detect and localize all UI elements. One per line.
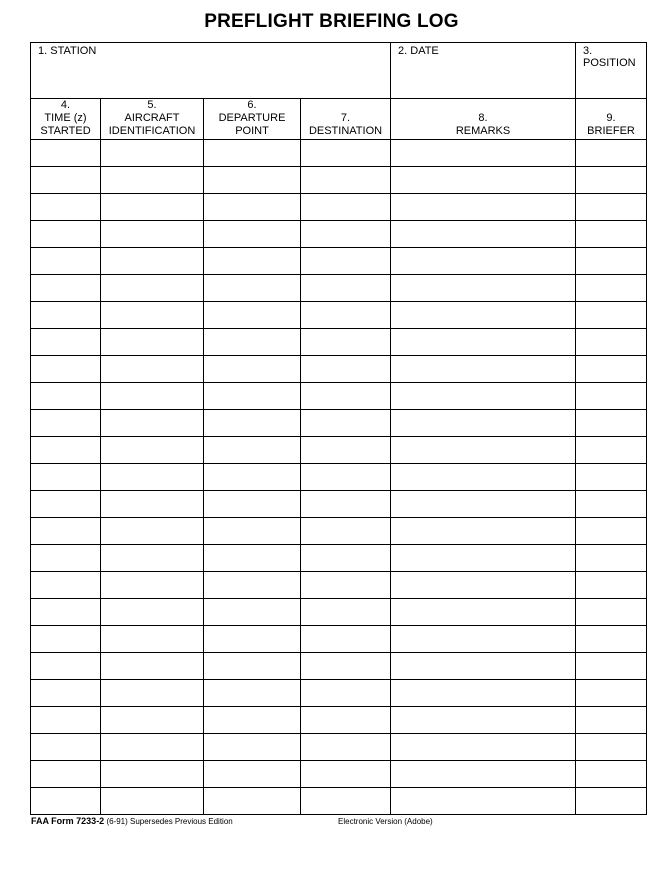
departure-point-cell[interactable]	[204, 707, 301, 734]
destination-cell[interactable]	[301, 167, 391, 194]
destination-cell[interactable]	[301, 572, 391, 599]
remarks-cell[interactable]	[391, 194, 576, 221]
time-started-cell[interactable]	[31, 491, 101, 518]
log-entry-row	[31, 788, 647, 815]
col-header-line2: BRIEFER	[587, 125, 635, 137]
time-started-cell[interactable]	[31, 248, 101, 275]
briefer-cell[interactable]	[576, 572, 647, 599]
date-label: 2. DATE	[398, 45, 439, 57]
departure-point-cell[interactable]	[204, 248, 301, 275]
col-header-line2: REMARKS	[455, 125, 511, 137]
log-entry-row	[31, 491, 647, 518]
aircraft-identification-cell[interactable]	[101, 302, 204, 329]
briefing-log-table	[30, 42, 647, 815]
remarks-cell[interactable]	[391, 518, 576, 545]
form-edition: (6-91) Supersedes Previous Edition	[106, 817, 233, 826]
destination-cell[interactable]	[301, 707, 391, 734]
destination-cell[interactable]	[301, 140, 391, 167]
briefer-cell[interactable]	[576, 410, 647, 437]
time-started-cell[interactable]	[31, 626, 101, 653]
log-entry-row	[31, 653, 647, 680]
log-entry-row	[31, 680, 647, 707]
col-header-number: 5.	[147, 99, 157, 111]
destination-cell[interactable]	[301, 545, 391, 572]
destination-cell[interactable]	[301, 626, 391, 653]
time-started-cell[interactable]	[31, 572, 101, 599]
remarks-cell[interactable]	[391, 599, 576, 626]
aircraft-identification-cell[interactable]	[101, 734, 204, 761]
log-entry-row	[31, 734, 647, 761]
aircraft-identification-cell[interactable]	[101, 707, 204, 734]
log-entry-row	[31, 410, 647, 437]
log-entry-row	[31, 707, 647, 734]
departure-point-cell[interactable]	[204, 221, 301, 248]
time-started-cell[interactable]	[31, 599, 101, 626]
col-remarks-header	[391, 99, 576, 140]
col-header-line1: 8.	[478, 112, 488, 124]
aircraft-identification-cell[interactable]	[101, 464, 204, 491]
departure-point-cell[interactable]	[204, 680, 301, 707]
destination-cell[interactable]	[301, 464, 391, 491]
header-fields-row	[31, 43, 647, 99]
remarks-cell[interactable]	[391, 383, 576, 410]
departure-point-cell[interactable]	[204, 140, 301, 167]
remarks-cell[interactable]	[391, 275, 576, 302]
aircraft-identification-cell[interactable]	[101, 626, 204, 653]
remarks-cell[interactable]	[391, 356, 576, 383]
aircraft-identification-cell[interactable]	[101, 410, 204, 437]
remarks-cell[interactable]	[391, 653, 576, 680]
briefer-cell[interactable]	[576, 302, 647, 329]
briefer-cell[interactable]	[576, 275, 647, 302]
departure-point-cell[interactable]	[204, 599, 301, 626]
destination-cell[interactable]	[301, 680, 391, 707]
log-entry-row	[31, 383, 647, 410]
col-header-line2: DESTINATION	[308, 125, 383, 137]
position-label: 3. POSITION	[583, 45, 636, 69]
log-entry-row	[31, 572, 647, 599]
aircraft-identification-cell[interactable]	[101, 275, 204, 302]
destination-cell[interactable]	[301, 437, 391, 464]
col-aircraft-identification-header	[101, 99, 204, 140]
departure-point-cell[interactable]	[204, 518, 301, 545]
aircraft-identification-cell[interactable]	[101, 437, 204, 464]
position-field[interactable]	[576, 43, 647, 99]
briefer-cell[interactable]	[576, 221, 647, 248]
aircraft-identification-cell[interactable]	[101, 599, 204, 626]
station-label: 1. STATION	[38, 45, 97, 57]
destination-cell[interactable]	[301, 329, 391, 356]
col-header-number: 6.	[247, 99, 257, 111]
time-started-cell[interactable]	[31, 464, 101, 491]
briefer-cell[interactable]	[576, 329, 647, 356]
remarks-cell[interactable]	[391, 626, 576, 653]
time-started-cell[interactable]	[31, 167, 101, 194]
destination-cell[interactable]	[301, 761, 391, 788]
aircraft-identification-cell[interactable]	[101, 356, 204, 383]
briefer-cell[interactable]	[576, 140, 647, 167]
aircraft-identification-cell[interactable]	[101, 680, 204, 707]
destination-cell[interactable]	[301, 788, 391, 815]
departure-point-cell[interactable]	[204, 275, 301, 302]
aircraft-identification-cell[interactable]	[101, 491, 204, 518]
aircraft-identification-cell[interactable]	[101, 248, 204, 275]
remarks-cell[interactable]	[391, 410, 576, 437]
aircraft-identification-cell[interactable]	[101, 788, 204, 815]
remarks-cell[interactable]	[391, 491, 576, 518]
time-started-cell[interactable]	[31, 410, 101, 437]
col-header-line1: DEPARTURE	[218, 112, 286, 124]
briefer-cell[interactable]	[576, 194, 647, 221]
briefer-cell[interactable]	[576, 491, 647, 518]
departure-point-cell[interactable]	[204, 410, 301, 437]
destination-cell[interactable]	[301, 221, 391, 248]
log-entry-row	[31, 248, 647, 275]
departure-point-cell[interactable]	[204, 545, 301, 572]
destination-cell[interactable]	[301, 518, 391, 545]
briefer-cell[interactable]	[576, 707, 647, 734]
log-entry-row	[31, 599, 647, 626]
log-entry-row	[31, 194, 647, 221]
form-id: FAA Form 7233-2	[31, 816, 105, 826]
departure-point-cell[interactable]	[204, 734, 301, 761]
remarks-cell[interactable]	[391, 248, 576, 275]
electronic-version-note: Electronic Version (Adobe)	[338, 817, 433, 826]
remarks-cell[interactable]	[391, 572, 576, 599]
departure-point-cell[interactable]	[204, 788, 301, 815]
briefer-cell[interactable]	[576, 464, 647, 491]
log-entry-row	[31, 140, 647, 167]
time-started-cell[interactable]	[31, 545, 101, 572]
time-started-cell[interactable]	[31, 275, 101, 302]
departure-point-cell[interactable]	[204, 653, 301, 680]
briefer-cell[interactable]	[576, 383, 647, 410]
remarks-cell[interactable]	[391, 680, 576, 707]
destination-cell[interactable]	[301, 491, 391, 518]
departure-point-cell[interactable]	[204, 437, 301, 464]
col-time-started-header	[31, 99, 101, 140]
form-title: PREFLIGHT BRIEFING LOG	[204, 11, 459, 32]
col-header-line1: TIME (z)	[44, 112, 87, 124]
remarks-cell[interactable]	[391, 545, 576, 572]
departure-point-cell[interactable]	[204, 167, 301, 194]
remarks-cell[interactable]	[391, 167, 576, 194]
destination-cell[interactable]	[301, 275, 391, 302]
col-header-number: 4.	[60, 99, 71, 111]
remarks-cell[interactable]	[391, 329, 576, 356]
time-started-cell[interactable]	[31, 140, 101, 167]
aircraft-identification-cell[interactable]	[101, 167, 204, 194]
aircraft-identification-cell[interactable]	[101, 545, 204, 572]
time-started-cell[interactable]	[31, 653, 101, 680]
time-started-cell[interactable]	[31, 788, 101, 815]
log-entry-row	[31, 221, 647, 248]
remarks-cell[interactable]	[391, 734, 576, 761]
col-header-line1: 7.	[340, 112, 351, 124]
departure-point-cell[interactable]	[204, 761, 301, 788]
destination-cell[interactable]	[301, 248, 391, 275]
col-header-line1: 9.	[606, 112, 616, 124]
briefer-cell[interactable]	[576, 545, 647, 572]
destination-cell[interactable]	[301, 599, 391, 626]
destination-cell[interactable]	[301, 653, 391, 680]
briefer-cell[interactable]	[576, 437, 647, 464]
column-header-row	[31, 99, 647, 140]
aircraft-identification-cell[interactable]	[101, 194, 204, 221]
log-entry-row	[31, 356, 647, 383]
departure-point-cell[interactable]	[204, 356, 301, 383]
departure-point-cell[interactable]	[204, 491, 301, 518]
destination-cell[interactable]	[301, 302, 391, 329]
time-started-cell[interactable]	[31, 383, 101, 410]
remarks-cell[interactable]	[391, 140, 576, 167]
log-entry-row	[31, 302, 647, 329]
col-briefer-header	[576, 99, 647, 140]
destination-cell[interactable]	[301, 356, 391, 383]
briefer-cell[interactable]	[576, 248, 647, 275]
remarks-cell[interactable]	[391, 437, 576, 464]
col-header-line2: IDENTIFICATION	[108, 125, 196, 137]
aircraft-identification-cell[interactable]	[101, 383, 204, 410]
log-entry-row	[31, 518, 647, 545]
departure-point-cell[interactable]	[204, 302, 301, 329]
log-entry-row	[31, 626, 647, 653]
form-footer	[31, 816, 433, 826]
departure-point-cell[interactable]	[204, 626, 301, 653]
briefer-cell[interactable]	[576, 761, 647, 788]
briefer-cell[interactable]	[576, 356, 647, 383]
log-entry-row	[31, 761, 647, 788]
remarks-cell[interactable]	[391, 788, 576, 815]
log-entry-row	[31, 329, 647, 356]
briefer-cell[interactable]	[576, 518, 647, 545]
station-field[interactable]	[31, 43, 391, 99]
time-started-cell[interactable]	[31, 194, 101, 221]
departure-point-cell[interactable]	[204, 194, 301, 221]
aircraft-identification-cell[interactable]	[101, 653, 204, 680]
briefer-cell[interactable]	[576, 653, 647, 680]
col-destination-header	[301, 99, 391, 140]
log-entry-row	[31, 464, 647, 491]
col-departure-point-header	[204, 99, 301, 140]
remarks-cell[interactable]	[391, 302, 576, 329]
log-entry-row	[31, 167, 647, 194]
date-field[interactable]	[391, 43, 576, 99]
departure-point-cell[interactable]	[204, 464, 301, 491]
aircraft-identification-cell[interactable]	[101, 140, 204, 167]
time-started-cell[interactable]	[31, 302, 101, 329]
aircraft-identification-cell[interactable]	[101, 221, 204, 248]
departure-point-cell[interactable]	[204, 383, 301, 410]
departure-point-cell[interactable]	[204, 572, 301, 599]
col-header-line2: STARTED	[40, 125, 91, 137]
log-entry-row	[31, 545, 647, 572]
time-started-cell[interactable]	[31, 221, 101, 248]
briefer-cell[interactable]	[576, 734, 647, 761]
time-started-cell[interactable]	[31, 437, 101, 464]
time-started-cell[interactable]	[31, 761, 101, 788]
time-started-cell[interactable]	[31, 707, 101, 734]
departure-point-cell[interactable]	[204, 329, 301, 356]
destination-cell[interactable]	[301, 410, 391, 437]
time-started-cell[interactable]	[31, 356, 101, 383]
remarks-cell[interactable]	[391, 761, 576, 788]
briefer-cell[interactable]	[576, 626, 647, 653]
col-header-line2: POINT	[235, 125, 269, 137]
briefer-cell[interactable]	[576, 680, 647, 707]
briefer-cell[interactable]	[576, 167, 647, 194]
time-started-cell[interactable]	[31, 680, 101, 707]
aircraft-identification-cell[interactable]	[101, 518, 204, 545]
destination-cell[interactable]	[301, 383, 391, 410]
aircraft-identification-cell[interactable]	[101, 572, 204, 599]
remarks-cell[interactable]	[391, 464, 576, 491]
time-started-cell[interactable]	[31, 518, 101, 545]
destination-cell[interactable]	[301, 194, 391, 221]
aircraft-identification-cell[interactable]	[101, 761, 204, 788]
log-entry-row	[31, 275, 647, 302]
destination-cell[interactable]	[301, 734, 391, 761]
remarks-cell[interactable]	[391, 221, 576, 248]
briefer-cell[interactable]	[576, 599, 647, 626]
col-header-line1: AIRCRAFT	[124, 112, 180, 124]
time-started-cell[interactable]	[31, 734, 101, 761]
remarks-cell[interactable]	[391, 707, 576, 734]
log-entry-row	[31, 437, 647, 464]
briefer-cell[interactable]	[576, 788, 647, 815]
time-started-cell[interactable]	[31, 329, 101, 356]
aircraft-identification-cell[interactable]	[101, 329, 204, 356]
